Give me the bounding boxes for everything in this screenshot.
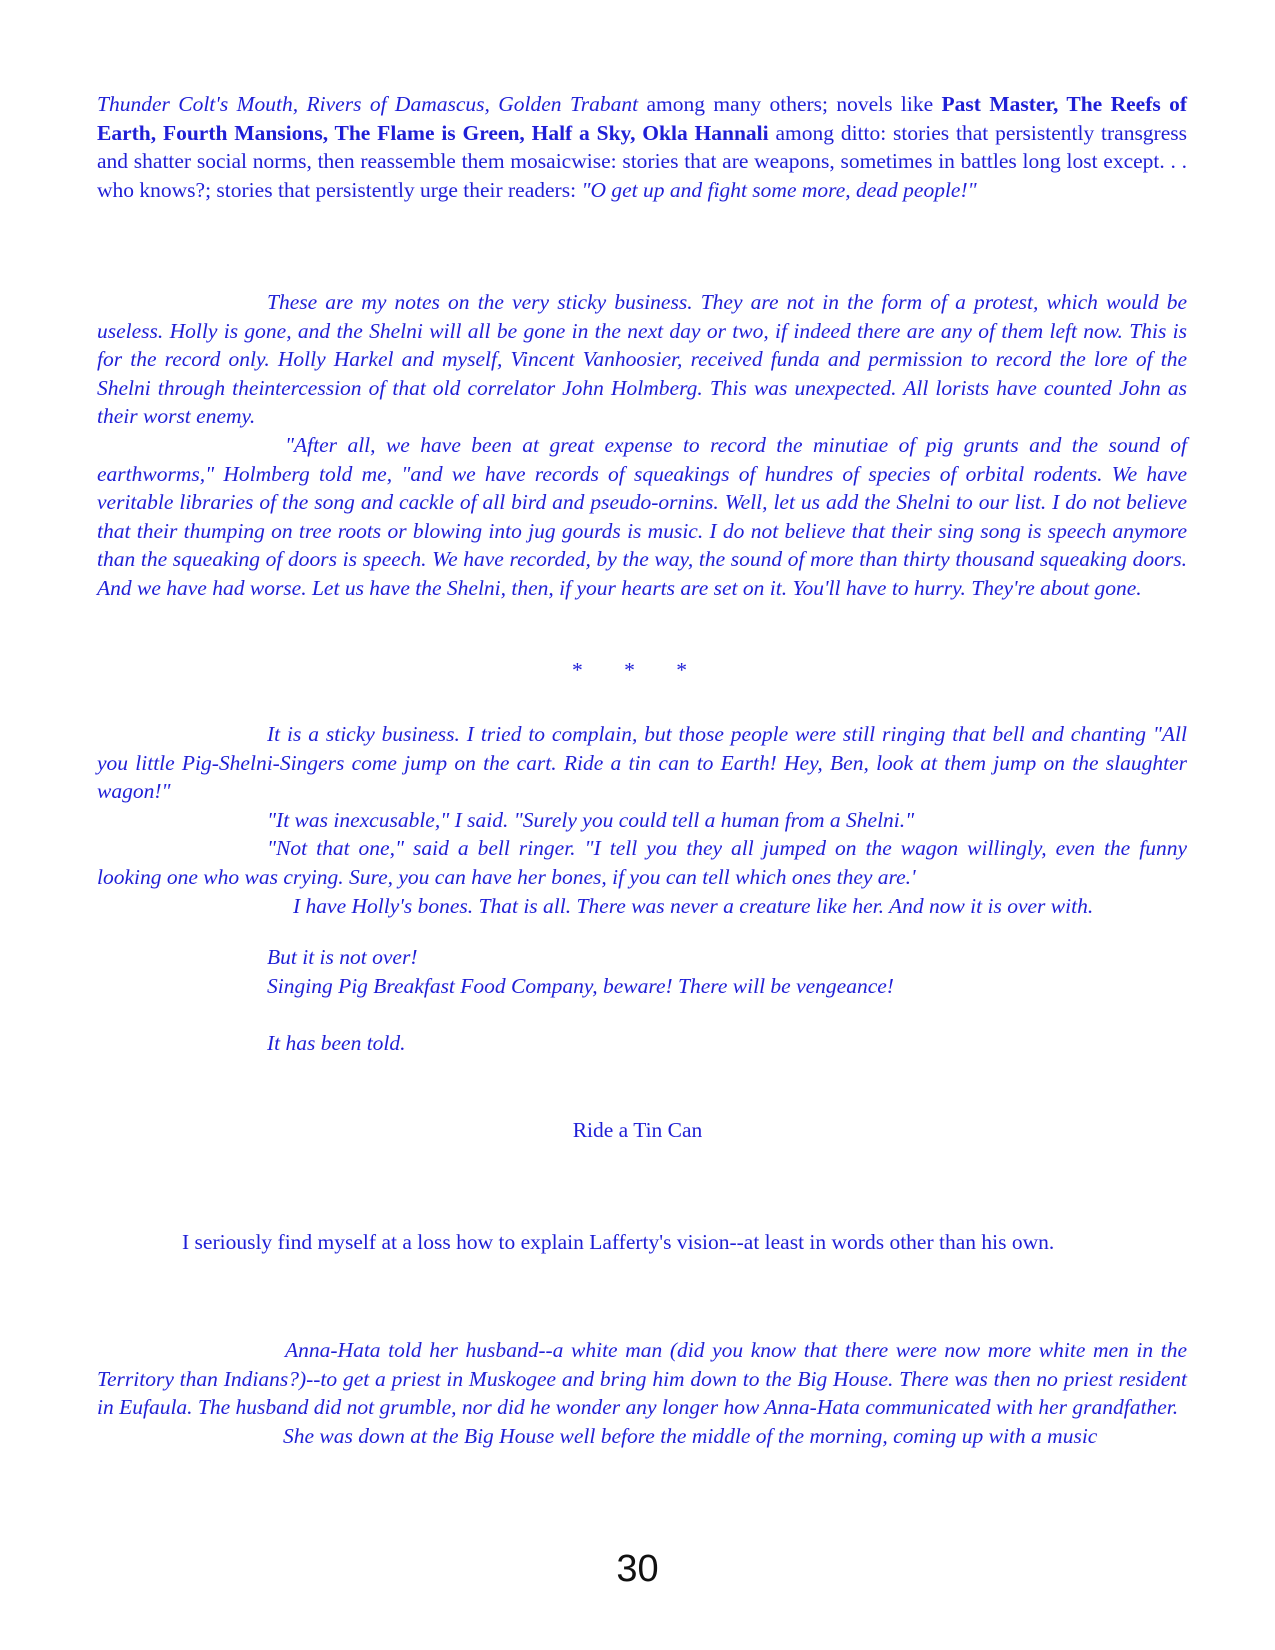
stanza-gap: [267, 1000, 1167, 1029]
intro-text-2: among ditto: stories that persistently transgress and shatter social norms, then reassemble them mosaicwise: stories that are weapons, sometimes in battles long lost except. . . who knows?; stories that persistently urge their readers:: [97, 120, 1187, 202]
sticky-paragraph-2: "It was inexcusable," I said. "Surely you could tell a human from a Shelni.": [267, 807, 915, 832]
intro-novel-titles: Past Master, The Reefs of Earth, Fourth Mansions, The Flame is Green, Half a Sky, Okla Hannali: [97, 92, 1188, 145]
section-title: Ride a Tin Can: [572, 1118, 703, 1142]
intro-paragraph: [97, 90, 1187, 204]
sticky-paragraph-3: "Not that one," said a bell ringer. "I tell you they all jumped on the wagon willingly, even the funny looking one who was crying. Sure, you can have her bones, if you can tell which ones they are.': [97, 836, 1187, 889]
excerpt-notes: [97, 288, 1187, 603]
vengeance-line-1: But it is not over!: [267, 945, 418, 969]
commentary-paragraph: I seriously find myself at a loss how to explain Lafferty's vision--at least in words other than his own.: [182, 1230, 1055, 1254]
anna-paragraph-1: Anna-Hata told her husband--a white man (did you know that there were now more white men in the Territory than Indians?)--to get a priest in Muskogee and bring him down to the Big House. There was then no priest resident in Eufaula. The husband did not grumble, nor did he wonder any longer how Anna-Hata communicated with her grandfather.: [97, 1338, 1187, 1420]
sticky-paragraph-1: It is a sticky business. I tried to complain, but those people were still ringing that bell and chanting "All you little Pig-Shelni-Singers come jump on the cart. Ride a tin can to Earth! Hey, Ben, look at them jump on the slaughter wagon!": [97, 722, 1187, 804]
notes-paragraph-2: "After all, we have been at great expense to record the minutiae of pig grunts and the sound of earthworms," Holmberg told me, "and we have records of squeakings of hundres of species of orbital rodents. We have veritable libraries of the song and cackle of all bird and pseudo-ornins. Well, let us add the Shelni to our list. I do not believe that their thumping on tree roots or blowing into jug gourds is music. I do not believe that their sing song is speech anymore than the squeaking of doors is speech. We have recorded, by the way, the sound of more than thirty thousand squeaking doors. And we have had worse. Let us have the Shelni, then, if your hearts are set on it. You'll have to hurry. They're about gone.: [97, 432, 1187, 600]
intro-story-titles: Thunder Colt's Mouth, Rivers of Damascus, Golden Trabant: [97, 92, 639, 116]
notes-paragraph-1: These are my notes on the very sticky business. They are not in the form of a protest, which would be useless. Holly is gone, and the Shelni will all be gone in the next day or two, if indeed there are any of them left now. This is for the record only. Holly Harkel and myself, Vincent Vanhoosier, received funda and permission to record the lore of the Shelni through theintercession of that old correlator John Holmberg. This was unexpected. All lorists have counted John as their worst enemy.: [97, 290, 1187, 429]
vengeance-line-3: It has been told.: [267, 1030, 406, 1055]
section-separator: * * *: [571, 658, 704, 682]
page-number: 30: [616, 1548, 659, 1590]
intro-quote: "O get up and fight some more, dead people!": [581, 177, 977, 202]
excerpt-anna-hata: [97, 1336, 1187, 1450]
sticky-paragraph-4: I have Holly's bones. That is all. There was never a creature like her. And now it is over with.: [293, 893, 1094, 918]
vengeance-line-2: Singing Pig Breakfast Food Company, beware! There will be vengeance!: [267, 973, 894, 998]
excerpt-sticky-business: [97, 720, 1187, 920]
anna-paragraph-2: She was down at the Big House well before the middle of the morning, coming up with a music: [283, 1423, 1098, 1448]
intro-text-1: among many others; novels like: [638, 92, 942, 116]
vengeance-stanza: [267, 943, 1167, 1057]
